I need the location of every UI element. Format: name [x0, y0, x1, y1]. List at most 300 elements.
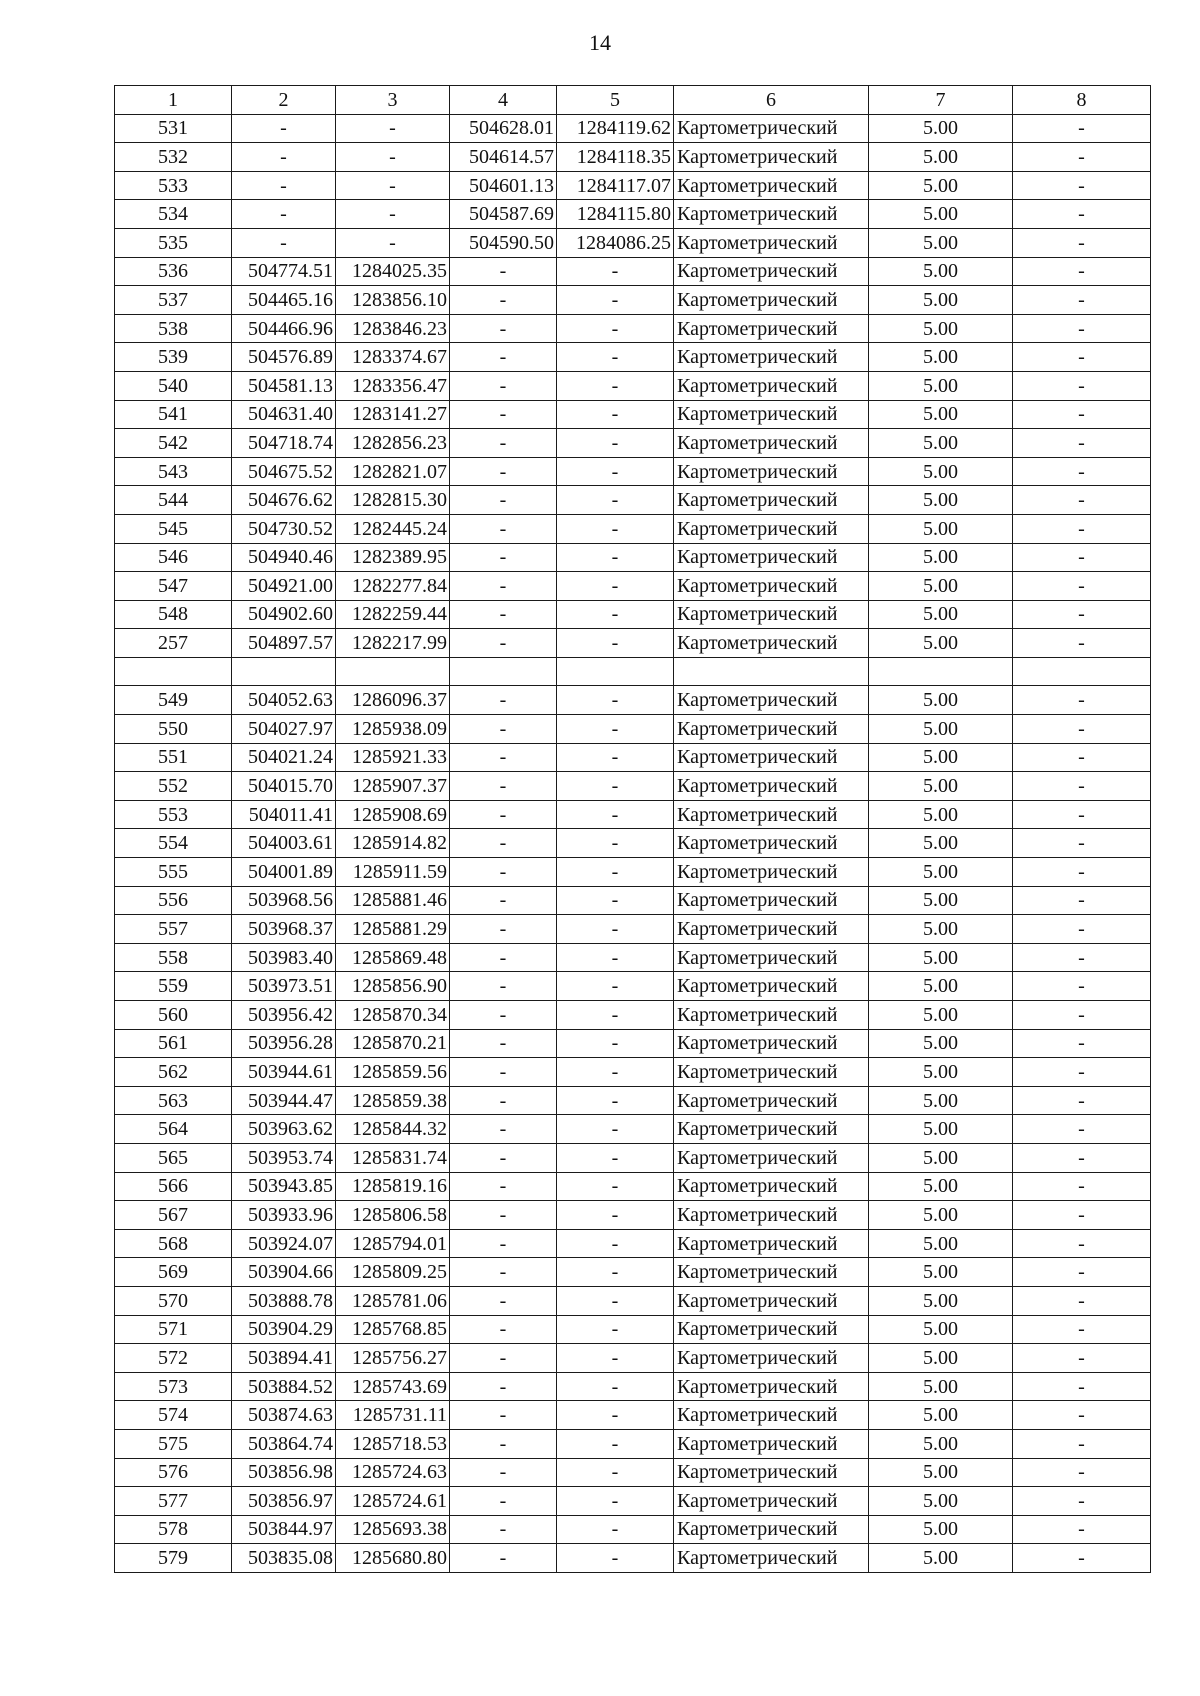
table-cell: - [450, 1544, 557, 1573]
table-cell: - [557, 1172, 674, 1201]
table-cell: 560 [115, 1001, 232, 1030]
table-cell: 504027.97 [232, 715, 336, 744]
table-cell: 550 [115, 715, 232, 744]
table-cell: 503835.08 [232, 1544, 336, 1573]
table-cell: - [450, 1229, 557, 1258]
table-cell: - [1013, 858, 1151, 887]
table-cell: 5.00 [869, 1429, 1013, 1458]
table-row [115, 972, 1151, 1001]
table-cell: - [1013, 972, 1151, 1001]
table-cell: Картометрический [674, 943, 869, 972]
table-cell: 1285881.29 [336, 915, 450, 944]
table-cell: 503943.85 [232, 1172, 336, 1201]
table-cell: 5.00 [869, 1372, 1013, 1401]
table-cell: - [557, 257, 674, 286]
table-cell: 1285907.37 [336, 772, 450, 801]
table-cell: Картометрический [674, 1315, 869, 1344]
table-cell: 504003.61 [232, 829, 336, 858]
table-cell: Картометрический [674, 429, 869, 458]
table-cell: Картометрический [674, 543, 869, 572]
table-cell: 1282277.84 [336, 572, 450, 601]
table-cell: - [450, 486, 557, 515]
table-row [115, 915, 1151, 944]
table-cell: - [1013, 743, 1151, 772]
table-cell: Картометрический [674, 1201, 869, 1230]
table-cell: 1285819.16 [336, 1172, 450, 1201]
table-cell: - [450, 1058, 557, 1087]
table-cell: 5.00 [869, 600, 1013, 629]
table-cell: - [1013, 1201, 1151, 1230]
table-cell: 572 [115, 1344, 232, 1373]
header-cell: 6 [674, 86, 869, 115]
table-header-row [115, 86, 1151, 115]
table-row [115, 514, 1151, 543]
table-cell: - [1013, 543, 1151, 572]
table-cell: - [1013, 943, 1151, 972]
table-cell: 5.00 [869, 486, 1013, 515]
table-cell: 571 [115, 1315, 232, 1344]
table-cell: Картометрический [674, 343, 869, 372]
table-row [115, 228, 1151, 257]
table-cell: - [450, 543, 557, 572]
table-cell: Картометрический [674, 228, 869, 257]
table-cell: Картометрический [674, 629, 869, 658]
table-cell: 503956.28 [232, 1029, 336, 1058]
table-cell: Картометрический [674, 772, 869, 801]
table-cell: 504614.57 [450, 143, 557, 172]
table-cell: Картометрический [674, 1115, 869, 1144]
table-cell: - [450, 1372, 557, 1401]
table-cell: - [1013, 1515, 1151, 1544]
table-cell: 503894.41 [232, 1344, 336, 1373]
table-cell: 5.00 [869, 343, 1013, 372]
table-cell: - [450, 1143, 557, 1172]
table-cell: Картометрический [674, 1258, 869, 1287]
table-cell: Картометрический [674, 1229, 869, 1258]
table-cell: - [450, 1029, 557, 1058]
table-cell: 1282821.07 [336, 457, 450, 486]
table-cell: 1285844.32 [336, 1115, 450, 1144]
table-cell: 1282856.23 [336, 429, 450, 458]
table-cell: - [450, 1401, 557, 1430]
table-cell: 536 [115, 257, 232, 286]
table-cell: - [1013, 915, 1151, 944]
table-cell: - [450, 886, 557, 915]
table-cell: - [1013, 715, 1151, 744]
table-cell: Картометрический [674, 886, 869, 915]
table-cell: 567 [115, 1201, 232, 1230]
table-cell: 574 [115, 1401, 232, 1430]
table-cell: 565 [115, 1143, 232, 1172]
table-cell: 1285809.25 [336, 1258, 450, 1287]
table-cell: 5.00 [869, 1201, 1013, 1230]
table-cell: Картометрический [674, 972, 869, 1001]
table-cell: 5.00 [869, 543, 1013, 572]
table-cell: - [1013, 314, 1151, 343]
table-row [115, 772, 1151, 801]
table-row [115, 371, 1151, 400]
table-cell: - [1013, 1487, 1151, 1516]
table-cell: - [1013, 829, 1151, 858]
table-cell [115, 657, 232, 686]
table-cell: 558 [115, 943, 232, 972]
table-cell: - [232, 171, 336, 200]
table-cell: - [1013, 886, 1151, 915]
table-cell: 5.00 [869, 800, 1013, 829]
table-cell: 569 [115, 1258, 232, 1287]
table-cell: 553 [115, 800, 232, 829]
table-cell: 551 [115, 743, 232, 772]
table-cell: - [336, 143, 450, 172]
table-cell: 5.00 [869, 1029, 1013, 1058]
table-row [115, 114, 1151, 143]
table-cell: 578 [115, 1515, 232, 1544]
table-cell: 5.00 [869, 1229, 1013, 1258]
table-cell: - [1013, 572, 1151, 601]
table-cell: 1282259.44 [336, 600, 450, 629]
table-cell: - [450, 429, 557, 458]
table-cell: 503944.47 [232, 1086, 336, 1115]
table-cell: - [557, 286, 674, 315]
table-cell: 555 [115, 858, 232, 887]
table-cell: 504590.50 [450, 228, 557, 257]
table-cell: 503933.96 [232, 1201, 336, 1230]
table-cell: - [557, 1458, 674, 1487]
table-cell: 5.00 [869, 314, 1013, 343]
table-cell: 562 [115, 1058, 232, 1087]
table-cell: Картометрический [674, 858, 869, 887]
table-cell: 504897.57 [232, 629, 336, 658]
table-cell: 1285806.58 [336, 1201, 450, 1230]
table-cell: - [557, 886, 674, 915]
table-cell: 504631.40 [232, 400, 336, 429]
table-cell: - [557, 1515, 674, 1544]
table-cell: 5.00 [869, 143, 1013, 172]
table-cell: 503884.52 [232, 1372, 336, 1401]
table-cell: 5.00 [869, 1258, 1013, 1287]
table-cell: - [1013, 800, 1151, 829]
table-cell: 5.00 [869, 686, 1013, 715]
table-row [115, 1401, 1151, 1430]
table-cell: 554 [115, 829, 232, 858]
table-cell: 504576.89 [232, 343, 336, 372]
table-cell: 504601.13 [450, 171, 557, 200]
table-cell: 547 [115, 572, 232, 601]
table-cell: - [450, 858, 557, 887]
table-cell: 1285938.09 [336, 715, 450, 744]
table-cell: - [557, 1143, 674, 1172]
table-cell: 5.00 [869, 1458, 1013, 1487]
table-cell: Картометрический [674, 1372, 869, 1401]
table-cell: 541 [115, 400, 232, 429]
table-cell: - [557, 486, 674, 515]
table-cell: 5.00 [869, 1001, 1013, 1030]
table-cell: 504465.16 [232, 286, 336, 315]
table-cell: 504774.51 [232, 257, 336, 286]
table-cell: - [336, 228, 450, 257]
table-cell: - [1013, 1029, 1151, 1058]
table-cell: - [450, 1315, 557, 1344]
table-cell: - [450, 1487, 557, 1516]
header-cell: 2 [232, 86, 336, 115]
table-cell: 503874.63 [232, 1401, 336, 1430]
table-cell: 570 [115, 1286, 232, 1315]
table-cell: 504628.01 [450, 114, 557, 143]
table-cell: Картометрический [674, 1429, 869, 1458]
table-cell: 503968.56 [232, 886, 336, 915]
table-row [115, 286, 1151, 315]
table-cell: Картометрический [674, 743, 869, 772]
table-cell: - [557, 1086, 674, 1115]
table-cell: - [557, 1372, 674, 1401]
table-cell: - [1013, 257, 1151, 286]
table-cell: 504581.13 [232, 371, 336, 400]
table-cell: Картометрический [674, 486, 869, 515]
table-row [115, 1201, 1151, 1230]
table-cell: 503973.51 [232, 972, 336, 1001]
table-row [115, 715, 1151, 744]
table-cell: 1283856.10 [336, 286, 450, 315]
table-cell: - [557, 1286, 674, 1315]
table-cell: 1285718.53 [336, 1429, 450, 1458]
table-cell: 552 [115, 772, 232, 801]
table-cell: - [557, 457, 674, 486]
table-cell: 1285724.61 [336, 1487, 450, 1516]
table-row [115, 343, 1151, 372]
table-cell: 1285743.69 [336, 1372, 450, 1401]
table-cell: - [557, 686, 674, 715]
table-cell: - [557, 715, 674, 744]
table-cell: 559 [115, 972, 232, 1001]
table-cell: 1285693.38 [336, 1515, 450, 1544]
table-cell: 1284115.80 [557, 200, 674, 229]
table-cell: 504730.52 [232, 514, 336, 543]
table-cell: 1285680.80 [336, 1544, 450, 1573]
table-cell: 5.00 [869, 1315, 1013, 1344]
table-cell: 5.00 [869, 400, 1013, 429]
table-row [115, 1515, 1151, 1544]
table-cell: 503953.74 [232, 1143, 336, 1172]
table-cell: 5.00 [869, 114, 1013, 143]
table-cell: - [1013, 228, 1151, 257]
table-cell: Картометрический [674, 1401, 869, 1430]
table-cell: - [450, 1001, 557, 1030]
table-cell: - [336, 114, 450, 143]
table-cell: - [557, 600, 674, 629]
table-cell: 5.00 [869, 1086, 1013, 1115]
table-cell: 504718.74 [232, 429, 336, 458]
table-cell: - [557, 858, 674, 887]
table-cell: - [450, 800, 557, 829]
table-cell: - [1013, 286, 1151, 315]
table-cell [1013, 657, 1151, 686]
table-cell: 5.00 [869, 257, 1013, 286]
table-cell: - [1013, 200, 1151, 229]
table-cell: - [1013, 1429, 1151, 1458]
table-cell: 5.00 [869, 1115, 1013, 1144]
table-cell: 539 [115, 343, 232, 372]
table-cell: - [557, 772, 674, 801]
table-cell: - [557, 1344, 674, 1373]
table-cell: 1283141.27 [336, 400, 450, 429]
table-cell: 5.00 [869, 972, 1013, 1001]
table-cell [674, 657, 869, 686]
table-row [115, 143, 1151, 172]
table-cell: 543 [115, 457, 232, 486]
table-cell: - [450, 400, 557, 429]
table-row [115, 314, 1151, 343]
table-cell: 5.00 [869, 1172, 1013, 1201]
table-cell [336, 657, 450, 686]
header-cell: 4 [450, 86, 557, 115]
table-row [115, 629, 1151, 658]
coordinates-table [114, 85, 1151, 1573]
table-cell: Картометрический [674, 400, 869, 429]
table-cell: - [336, 200, 450, 229]
table-cell: 503944.61 [232, 1058, 336, 1087]
table-cell: 5.00 [869, 1058, 1013, 1087]
table-cell: 5.00 [869, 715, 1013, 744]
table-cell: 538 [115, 314, 232, 343]
table-cell: 561 [115, 1029, 232, 1058]
table-cell: - [557, 943, 674, 972]
table-cell: 575 [115, 1429, 232, 1458]
table-cell: 556 [115, 886, 232, 915]
table-cell: - [232, 200, 336, 229]
table-row [115, 657, 1151, 686]
table-row [115, 257, 1151, 286]
table-cell: - [450, 686, 557, 715]
table-cell: - [557, 629, 674, 658]
table-cell: 503963.62 [232, 1115, 336, 1144]
table-cell: 1285768.85 [336, 1315, 450, 1344]
table-cell: - [557, 743, 674, 772]
table-cell: 1282445.24 [336, 514, 450, 543]
table-cell: 1285881.46 [336, 886, 450, 915]
table-cell: - [557, 915, 674, 944]
table-cell: 1283374.67 [336, 343, 450, 372]
table-cell: 1284117.07 [557, 171, 674, 200]
table-cell: 5.00 [869, 1544, 1013, 1573]
table-row [115, 1286, 1151, 1315]
table-cell: - [450, 715, 557, 744]
table-row [115, 1372, 1151, 1401]
table-cell: 1285731.11 [336, 1401, 450, 1430]
table-cell: - [450, 1258, 557, 1287]
table-cell: 504001.89 [232, 858, 336, 887]
table-cell: - [1013, 1258, 1151, 1287]
table-cell [450, 657, 557, 686]
table-cell: 542 [115, 429, 232, 458]
table-cell: - [1013, 772, 1151, 801]
table-cell [869, 657, 1013, 686]
table-cell: 1284118.35 [557, 143, 674, 172]
table-row [115, 600, 1151, 629]
table-cell: Картометрический [674, 1458, 869, 1487]
table-cell: 1285911.59 [336, 858, 450, 887]
table-cell: - [557, 1229, 674, 1258]
table-row [115, 1458, 1151, 1487]
table-cell: - [557, 371, 674, 400]
table-cell: Картометрический [674, 829, 869, 858]
table-cell: 504902.60 [232, 600, 336, 629]
table-cell: - [336, 171, 450, 200]
table-cell: - [1013, 429, 1151, 458]
table-cell: - [557, 800, 674, 829]
table-cell: 564 [115, 1115, 232, 1144]
table-cell: - [557, 543, 674, 572]
table-cell: - [450, 1201, 557, 1230]
table-cell: 5.00 [869, 200, 1013, 229]
table-cell: - [557, 1429, 674, 1458]
table-cell: 5.00 [869, 772, 1013, 801]
table-cell: 579 [115, 1544, 232, 1573]
table-cell: - [450, 1344, 557, 1373]
table-cell: 531 [115, 114, 232, 143]
table-cell: - [1013, 343, 1151, 372]
table-cell: - [450, 286, 557, 315]
table-row [115, 1143, 1151, 1172]
table-cell: Картометрический [674, 286, 869, 315]
table-cell: 566 [115, 1172, 232, 1201]
table-row [115, 400, 1151, 429]
table-cell: 5.00 [869, 371, 1013, 400]
table-cell: 1285781.06 [336, 1286, 450, 1315]
header-cell: 3 [336, 86, 450, 115]
table-cell: Картометрический [674, 1058, 869, 1087]
table-cell: - [557, 1029, 674, 1058]
table-cell: 5.00 [869, 572, 1013, 601]
table-cell: - [450, 915, 557, 944]
table-cell: 1285914.82 [336, 829, 450, 858]
table-row [115, 1172, 1151, 1201]
table-cell: 533 [115, 171, 232, 200]
table-cell: - [1013, 1143, 1151, 1172]
table-cell: Картометрический [674, 1344, 869, 1373]
table-cell: 5.00 [869, 1143, 1013, 1172]
table-cell: - [1013, 400, 1151, 429]
table-cell: - [450, 572, 557, 601]
table-cell: - [1013, 1115, 1151, 1144]
table-cell: - [450, 1172, 557, 1201]
table-cell: - [450, 514, 557, 543]
table-row [115, 1001, 1151, 1030]
table-cell: 5.00 [869, 886, 1013, 915]
header-cell: 5 [557, 86, 674, 115]
table-cell: - [450, 972, 557, 1001]
table-cell: Картометрический [674, 1286, 869, 1315]
table-cell: Картометрический [674, 1001, 869, 1030]
table-cell: - [450, 1515, 557, 1544]
table-body [115, 86, 1151, 1573]
table-cell: 503983.40 [232, 943, 336, 972]
table-cell: - [557, 429, 674, 458]
table-cell: - [450, 1429, 557, 1458]
table-cell: - [450, 829, 557, 858]
table-cell: 503956.42 [232, 1001, 336, 1030]
table-cell: - [1013, 1058, 1151, 1087]
table-cell: 1285859.56 [336, 1058, 450, 1087]
header-cell: 8 [1013, 86, 1151, 115]
table-cell: 1285869.48 [336, 943, 450, 972]
table-row [115, 1058, 1151, 1087]
table-cell: - [450, 314, 557, 343]
table-cell: Картометрический [674, 143, 869, 172]
table-cell: 504587.69 [450, 200, 557, 229]
table-row [115, 1229, 1151, 1258]
table-cell: - [450, 600, 557, 629]
table-cell: 5.00 [869, 1401, 1013, 1430]
